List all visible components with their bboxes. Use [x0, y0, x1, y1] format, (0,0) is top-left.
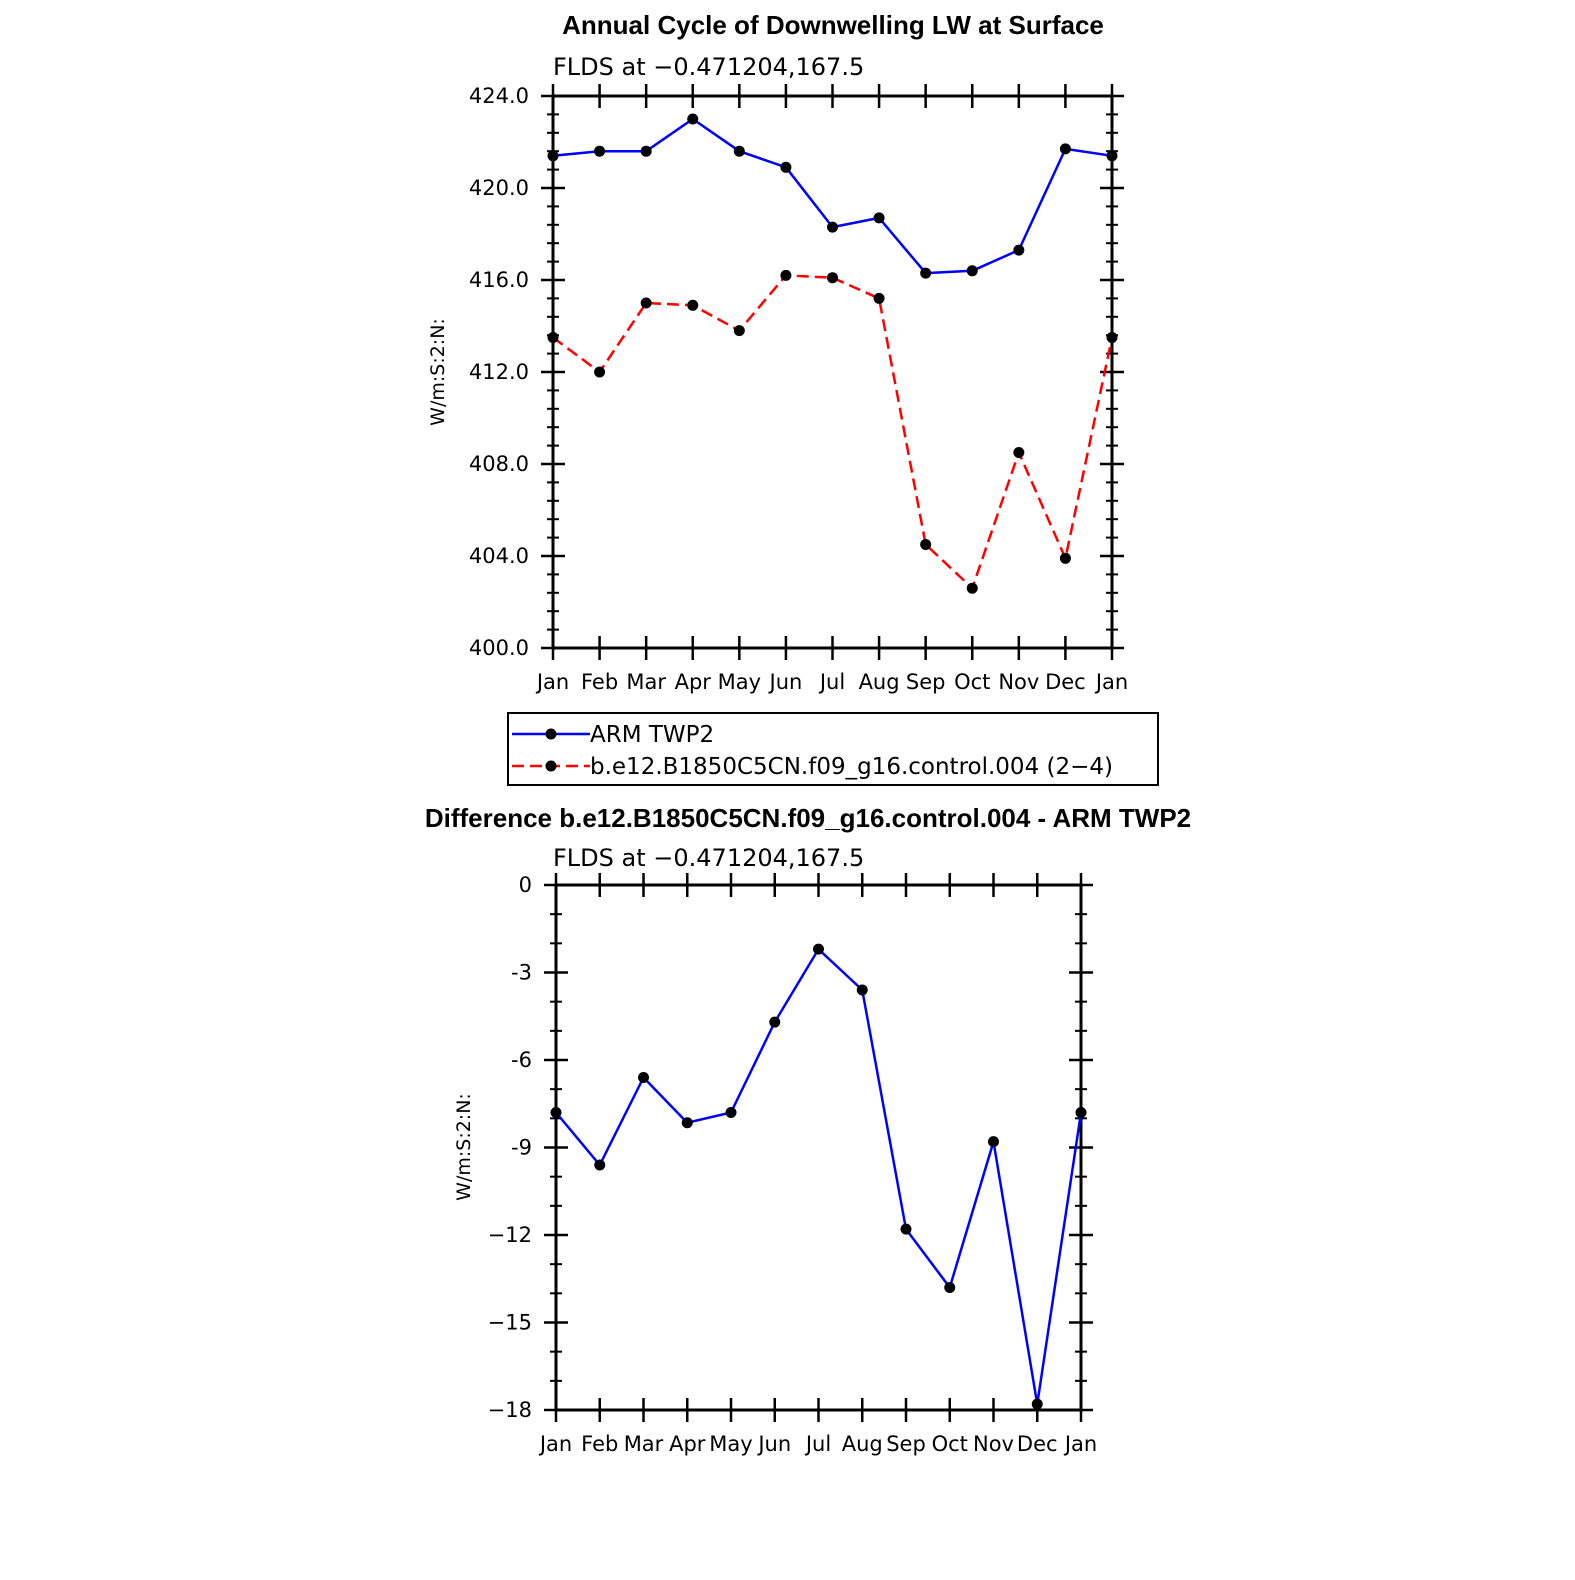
data-point — [548, 332, 559, 343]
y-tick-label: 420.0 — [468, 176, 529, 200]
data-point — [780, 270, 791, 281]
x-tick-label: Aug — [858, 670, 900, 694]
data-point — [1060, 553, 1071, 564]
y-tick-label: 400.0 — [468, 636, 529, 660]
x-tick-label: Jul — [819, 670, 846, 694]
data-point — [734, 146, 745, 157]
y-tick-label: 404.0 — [468, 544, 529, 568]
series-line-0 — [553, 119, 1112, 273]
data-point — [967, 265, 978, 276]
chart-title: Difference b.e12.B1850C5CN.f09_g16.control.004 - ARM TWP2 — [424, 803, 1192, 833]
data-point — [769, 1017, 780, 1028]
x-tick-label: Mar — [626, 670, 666, 694]
data-point — [988, 1136, 999, 1147]
x-tick-label: Nov — [973, 1432, 1014, 1456]
data-point — [687, 114, 698, 125]
data-point — [1013, 447, 1024, 458]
data-point — [726, 1107, 737, 1118]
data-point — [638, 1072, 649, 1083]
y-tick-label: 412.0 — [468, 360, 529, 384]
x-tick-label: May — [709, 1432, 753, 1456]
data-point — [780, 162, 791, 173]
series-line-1 — [553, 275, 1112, 588]
x-tick-label: Jan — [539, 1432, 573, 1456]
x-tick-label: Oct — [954, 670, 991, 694]
series-line-0 — [556, 949, 1081, 1404]
chart-difference — [425, 803, 1191, 1456]
x-tick-label: Jun — [758, 1432, 792, 1456]
chart-subtitle: FLDS at −0.471204,167.5 — [553, 53, 865, 81]
plot-frame — [553, 96, 1112, 648]
data-point — [920, 268, 931, 279]
y-tick-label: −18 — [487, 1398, 532, 1422]
data-point — [682, 1117, 693, 1128]
x-tick-label: Mar — [623, 1432, 664, 1456]
x-tick-label: Nov — [998, 670, 1040, 694]
x-tick-label: Feb — [581, 1432, 619, 1456]
data-point — [920, 539, 931, 550]
legend-label: b.e12.B1850C5CN.f09_g16.control.004 (2−4) — [590, 754, 1113, 780]
x-tick-label: Jun — [769, 670, 803, 694]
plot-frame — [556, 885, 1081, 1410]
x-tick-label: Oct — [931, 1432, 968, 1456]
x-tick-label: Apr — [669, 1432, 706, 1456]
legend — [508, 713, 1158, 785]
data-point — [1032, 1399, 1043, 1410]
x-tick-label: Dec — [1016, 1432, 1058, 1456]
data-point — [857, 985, 868, 996]
data-point — [813, 944, 824, 955]
data-point — [734, 325, 745, 336]
legend-label: ARM TWP2 — [590, 722, 715, 748]
data-point — [1076, 1107, 1087, 1118]
x-tick-label: Dec — [1045, 670, 1086, 694]
x-tick-label: Sep — [886, 1432, 926, 1456]
data-point — [548, 150, 559, 161]
y-tick-label: −15 — [487, 1310, 532, 1335]
data-point — [1107, 150, 1118, 161]
data-point — [687, 300, 698, 311]
x-tick-label: Jul — [805, 1432, 832, 1456]
chart-subtitle: FLDS at −0.471204,167.5 — [553, 844, 865, 872]
y-tick-label: 0 — [518, 873, 532, 897]
data-point — [1060, 143, 1071, 154]
data-point — [874, 293, 885, 304]
data-point — [967, 583, 978, 594]
data-point — [827, 272, 838, 283]
data-point — [594, 1160, 605, 1171]
data-point — [641, 298, 652, 309]
y-tick-label: 424.0 — [468, 84, 529, 108]
legend-marker — [546, 761, 557, 772]
data-point — [641, 146, 652, 157]
data-point — [594, 367, 605, 378]
y-tick-label: -9 — [511, 1135, 532, 1160]
x-tick-label: Jan — [536, 670, 570, 694]
legend-marker — [546, 729, 557, 740]
y-tick-label: 408.0 — [468, 452, 529, 476]
y-tick-label: −12 — [487, 1223, 532, 1247]
data-point — [1107, 332, 1118, 343]
x-tick-label: Apr — [674, 670, 711, 694]
y-tick-label: -6 — [511, 1048, 532, 1072]
data-point — [901, 1224, 912, 1235]
data-point — [1013, 245, 1024, 256]
data-point — [551, 1107, 562, 1118]
data-point — [944, 1282, 955, 1293]
y-tick-label: -3 — [511, 960, 532, 985]
x-tick-label: Feb — [580, 670, 619, 694]
x-tick-label: Sep — [905, 670, 946, 694]
y-axis-label: W/m:S:2:N: — [427, 318, 449, 426]
y-tick-label: 416.0 — [468, 268, 529, 292]
data-point — [594, 146, 605, 157]
x-tick-label: Jan — [1064, 1432, 1098, 1456]
chart-title: Annual Cycle of Downwelling LW at Surface — [562, 10, 1104, 40]
x-tick-label: Jan — [1095, 670, 1129, 694]
x-tick-label: Aug — [841, 1432, 883, 1456]
data-point — [827, 222, 838, 233]
x-tick-label: May — [717, 670, 762, 694]
data-point — [874, 212, 885, 223]
y-axis-label: W/m:S:2:N: — [453, 1093, 475, 1201]
chart-annual-cycle — [427, 10, 1128, 694]
